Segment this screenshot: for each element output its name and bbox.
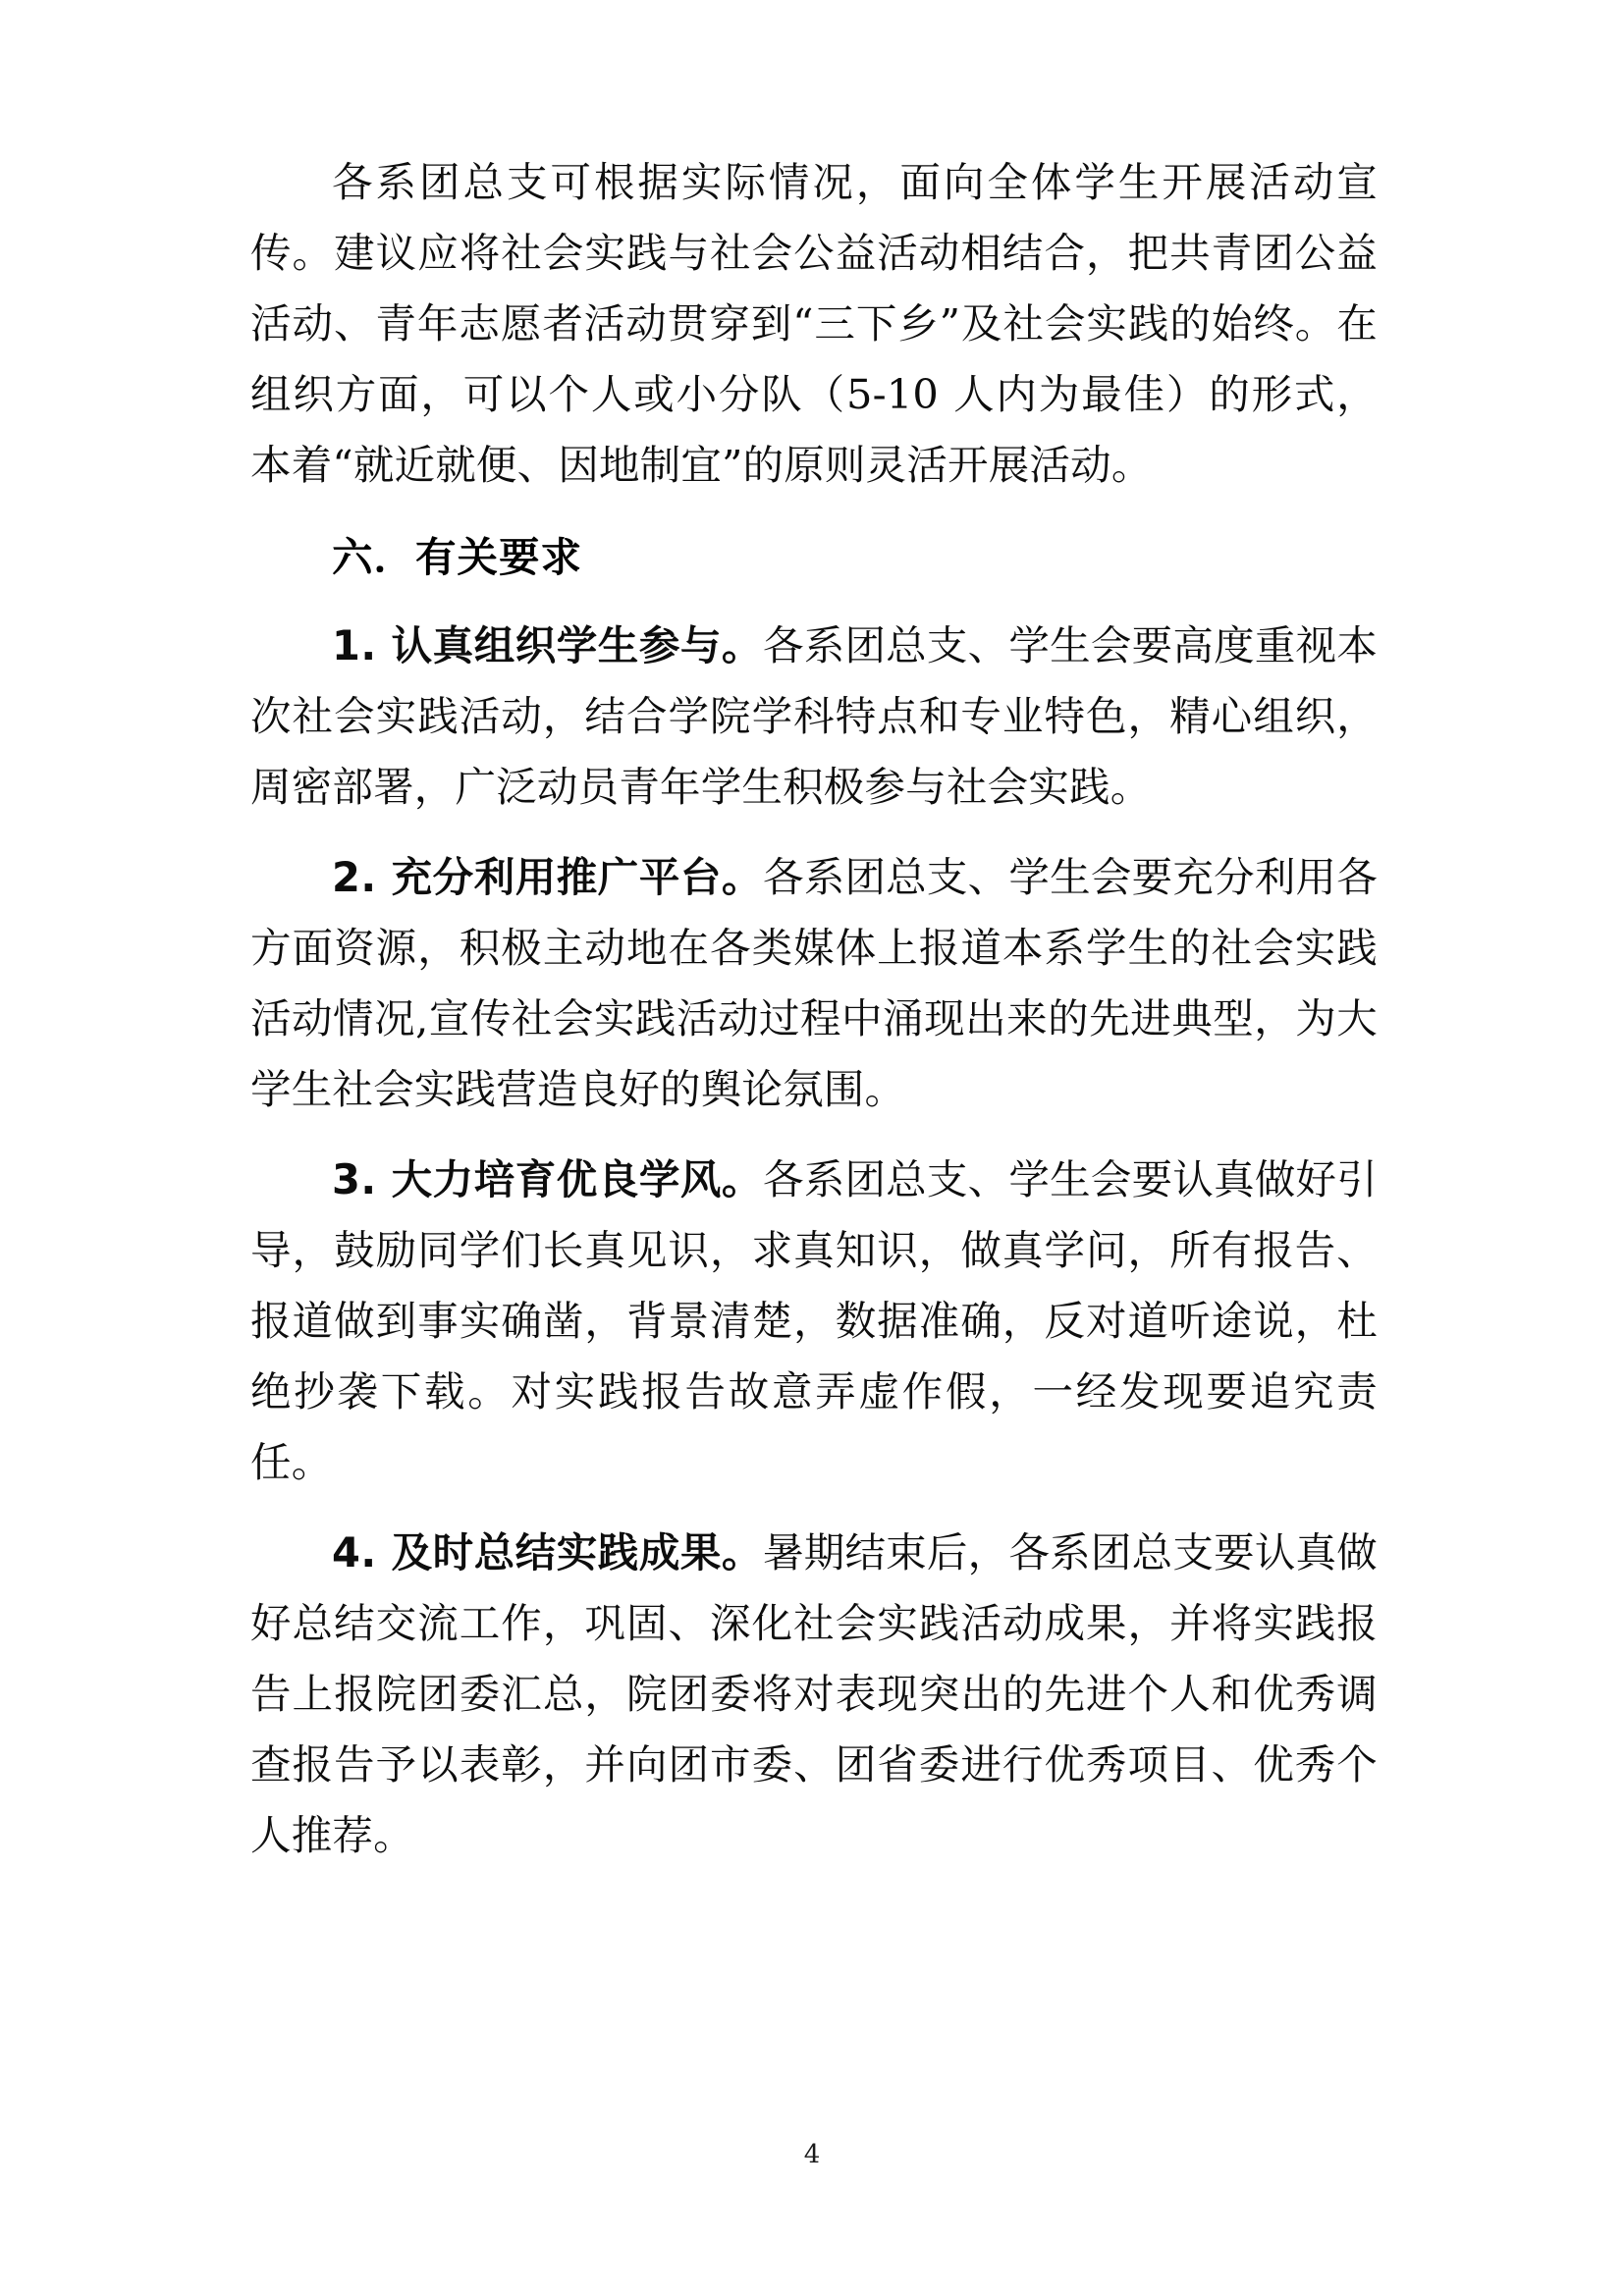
requirement-item-2-body: 各系团总支、学生会要充分利用各方面资源，积极主动地在各类媒体上报道本系学生的社会实践活动情况,宣传社会实践活动过程中涌现出来的先进典型，为大学生社会实践营造良好的舆论氛围。 bbox=[250, 853, 1378, 1113]
requirement-item-4-lead: 4. 及时总结实践成果。 bbox=[332, 1528, 763, 1576]
requirement-item-2 bbox=[250, 842, 1378, 1125]
page-number-footer: 4 bbox=[803, 2140, 821, 2169]
requirement-item-3-body: 各系团总支、学生会要认真做好引导，鼓励同学们长真见识，求真知识，做真学问，所有报告、报道做到事实确凿，背景清楚，数据准确，反对道听途说，杜绝抄袭下载。对实践报告故意弄虚作假，一经发现要追究责任。 bbox=[250, 1155, 1378, 1486]
intro-paragraph: 各系团总支可根据实际情况，面向全体学生开展活动宣传。建议应将社会实践与社会公益活动相结合，把共青团公益活动、青年志愿者活动贯穿到“三下乡”及社会实践的始终。在组织方面，可以个人或小分队（5-10 人内为最佳）的形式，本着“就近就便、因地制宜”的原则灵活开展活动。 bbox=[250, 158, 1378, 489]
requirement-item-1 bbox=[250, 611, 1378, 823]
page-content bbox=[250, 147, 1378, 1891]
requirement-item-3 bbox=[250, 1145, 1378, 1498]
requirement-item-4-body: 暑期结束后，各系团总支要认真做好总结交流工作，巩固、深化社会实践活动成果，并将实践报告上报院团委汇总，院团委将对表现突出的先进个人和优秀调查报告予以表彰，并向团市委、团省委进行优秀项目、优秀个人推荐。 bbox=[250, 1528, 1378, 1859]
section-heading-requirements: 六．有关要求 bbox=[332, 533, 583, 581]
requirement-item-1-body: 各系团总支、学生会要高度重视本次社会实践活动，结合学院学科特点和专业特色，精心组织，周密部署，广泛动员青年学生积极参与社会实践。 bbox=[250, 621, 1378, 811]
requirement-item-2-lead: 2. 充分利用推广平台。 bbox=[332, 853, 763, 901]
requirement-item-3-lead: 3. 大力培育优良学风。 bbox=[332, 1155, 763, 1203]
requirement-item-1-lead: 1. 认真组织学生参与。 bbox=[332, 621, 763, 669]
requirement-item-4 bbox=[250, 1518, 1378, 1871]
